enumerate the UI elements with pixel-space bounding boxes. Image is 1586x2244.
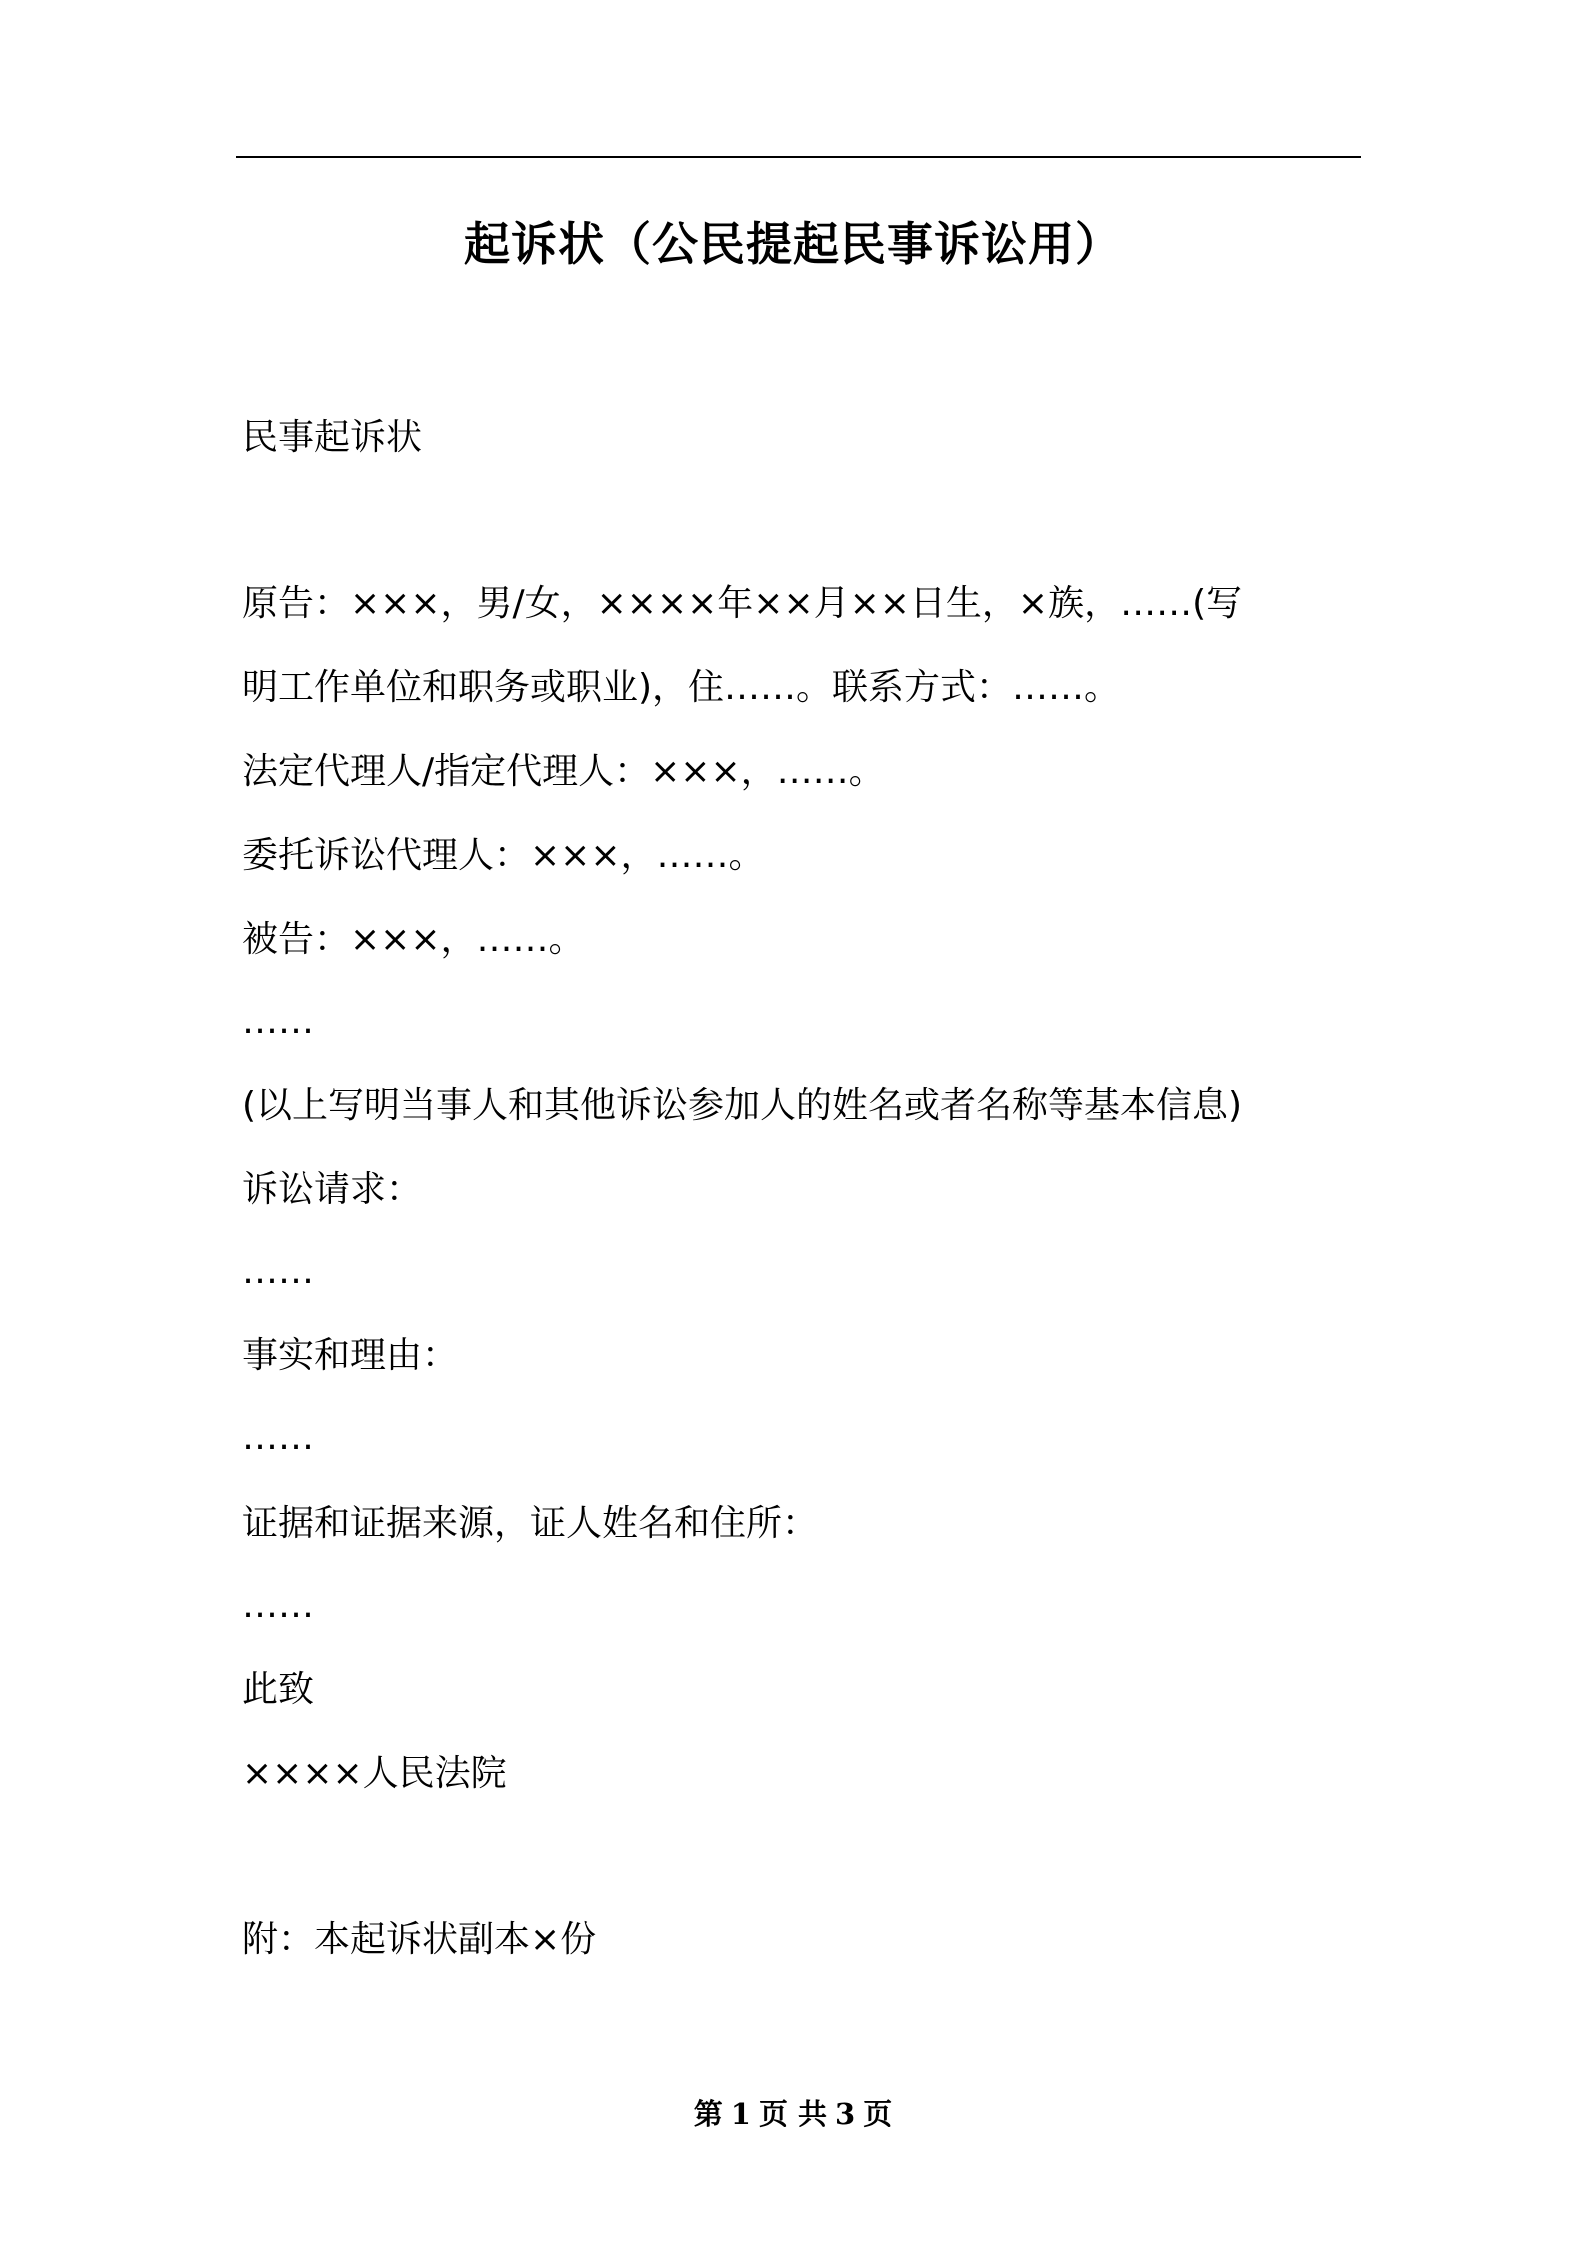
attachment-note: 附：本起诉状副本×份 xyxy=(242,1919,597,1960)
page-footer xyxy=(0,2094,1586,2134)
footer-total-pages: 3 xyxy=(835,2097,856,2131)
evidence-heading: 证据和证据来源，证人姓名和住所： xyxy=(242,1503,819,1544)
section-heading: 民事起诉状 xyxy=(242,417,423,458)
plaintiff-line-2: 明工作单位和职务或职业)，住……。联系方式：……。 xyxy=(242,667,1121,708)
legal-representative-line: 法定代理人/指定代理人：×××，……。 xyxy=(242,751,885,792)
ellipsis-line: …… xyxy=(242,1585,314,1626)
ellipsis-line: …… xyxy=(242,1417,314,1458)
footer-middle: 页 共 xyxy=(758,2097,828,2131)
footer-suffix: 页 xyxy=(863,2097,893,2131)
plaintiff-line-1: 原告：×××，男/女，××××年××月××日生，×族，……(写 xyxy=(242,583,1243,624)
entrusted-agent-line: 委托诉讼代理人：×××，……。 xyxy=(242,835,765,876)
ellipsis-line: …… xyxy=(242,1001,314,1042)
footer-prefix: 第 xyxy=(693,2097,723,2131)
claims-heading: 诉讼请求： xyxy=(242,1169,423,1210)
facts-heading: 事实和理由： xyxy=(242,1335,459,1376)
salutation: 此致 xyxy=(242,1669,315,1710)
footer-current-page: 1 xyxy=(730,2097,751,2131)
defendant-line: 被告：×××，……。 xyxy=(242,919,585,960)
header-rule xyxy=(236,156,1361,158)
party-info-note: (以上写明当事人和其他诉讼参加人的姓名或者名称等基本信息) xyxy=(242,1085,1243,1126)
court-name: ××××人民法院 xyxy=(242,1753,507,1794)
document-title: 起诉状（公民提起民事诉讼用） xyxy=(464,217,1122,271)
ellipsis-line: …… xyxy=(242,1251,314,1292)
